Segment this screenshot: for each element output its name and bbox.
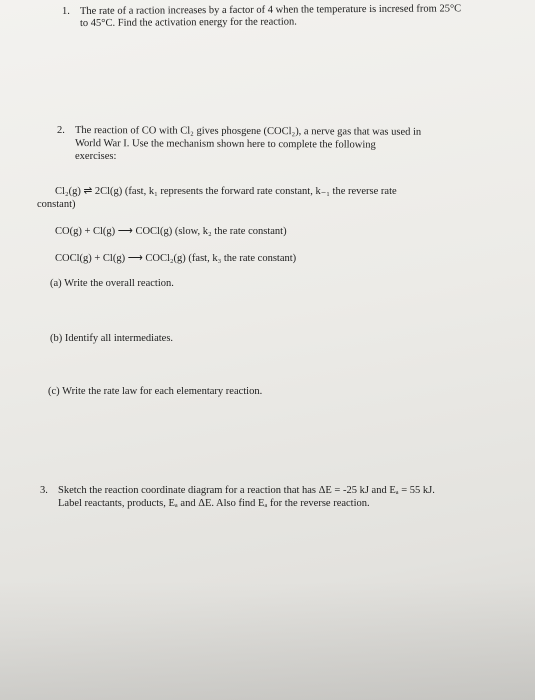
question-3-number: 3. (40, 485, 48, 496)
question-2-intro-line-3: exercises: (75, 151, 117, 162)
question-3-line-2: Label reactants, products, Eₐ and ΔE. Also find Eₐ for the reverse reaction. (58, 498, 370, 509)
question-1-line-2: to 45°C. Find the activation energy for the reaction. (79, 16, 297, 29)
part-c: (c) Write the rate law for each elementary reaction. (48, 386, 263, 397)
question-3-line-1: Sketch the reaction coordinate diagram for a reaction that has ΔE = -25 kJ and Eₐ = 55 kJ. (58, 485, 435, 496)
question-1-line-1: The rate of a raction increases by a factor of 4 when the temperature is incresed from 25°C (79, 3, 462, 17)
mechanism-step-3: COCl(g) + Cl(g) ⟶ COCl₂(g) (fast, k₃ the rate constant) (55, 253, 297, 264)
question-1-number: 1. (62, 6, 70, 17)
part-a: (a) Write the overall reaction. (50, 278, 174, 289)
mechanism-step-1-cont: constant) (37, 199, 76, 210)
question-2-intro-line-1: The reaction of CO with Cl₂ gives phosgene (COCl₂), a nerve gas that was used in (74, 125, 422, 138)
question-2-number: 2. (57, 125, 65, 136)
mechanism-step-1: Cl₂(g) ⇌ 2Cl(g) (fast, k₁ represents the forward rate constant, k₋₁ the reverse rate (55, 186, 397, 197)
question-2-intro-line-2: World War I. Use the mechanism shown here to complete the following (74, 138, 376, 151)
part-b: (b) Identify all intermediates. (50, 333, 174, 344)
mechanism-step-2: CO(g) + Cl(g) ⟶ COCl(g) (slow, k₂ the rate constant) (55, 226, 287, 237)
